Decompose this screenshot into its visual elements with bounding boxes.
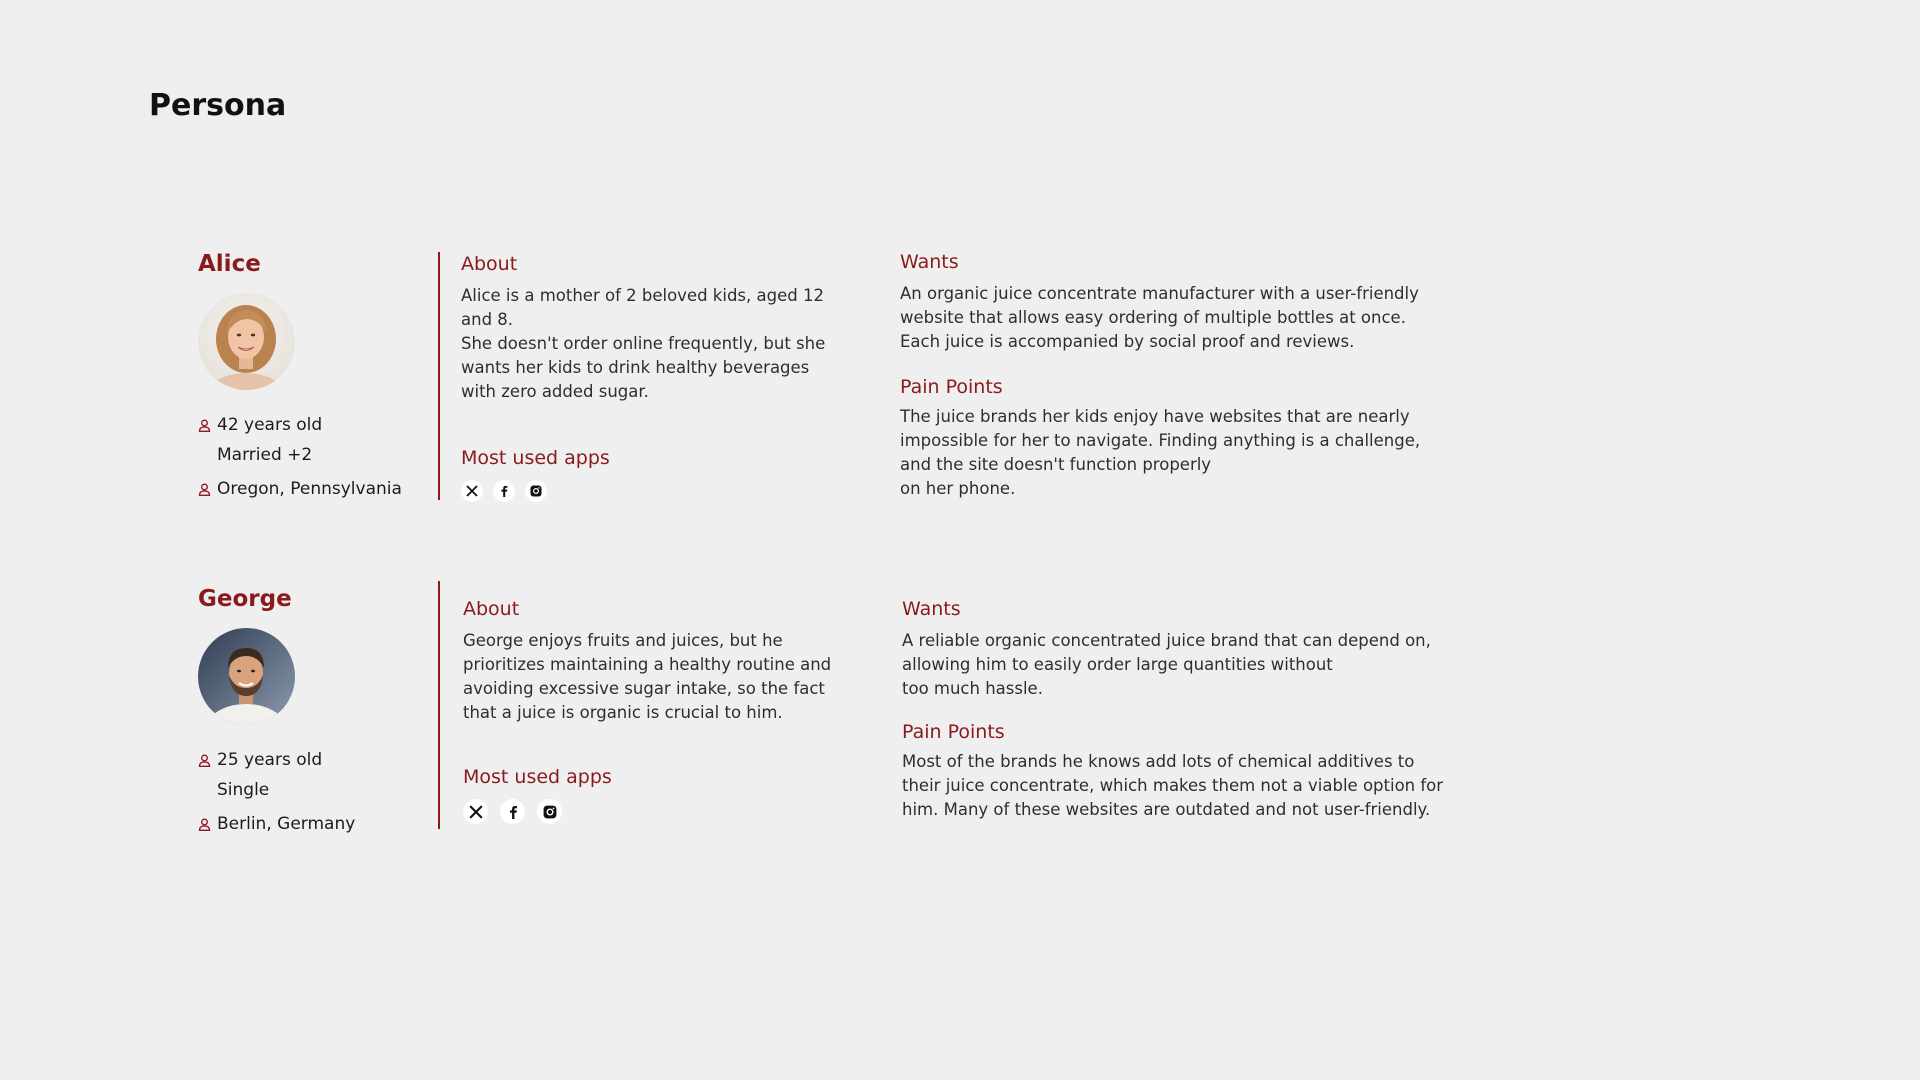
age-text: 25 years old — [217, 750, 323, 770]
pain-text: Most of the brands he knows add lots of chemical additives to their juice concentrate, which makes them not a viable option for him. Many of these websites are outdated and not user-friendly. — [902, 752, 1444, 819]
about-heading: About — [461, 253, 518, 275]
location-icon — [198, 818, 211, 831]
about-text: George enjoys fruits and juices, but he prioritizes maintaining a healthy routine and avoiding excessive sugar intake, so the fact that a juice is organic is crucial to him. — [463, 631, 832, 722]
apps-heading: Most used apps — [463, 766, 612, 788]
wants-heading: Wants — [902, 598, 961, 620]
vertical-divider — [438, 252, 440, 500]
x-icon[interactable] — [461, 480, 483, 502]
location-row — [198, 474, 438, 504]
app-icons — [461, 480, 610, 502]
about-column — [463, 597, 873, 788]
age-row — [198, 745, 438, 775]
persona-name: Alice — [198, 251, 261, 277]
pain-points — [900, 375, 1420, 501]
instagram-icon[interactable] — [537, 799, 562, 824]
age-text: 42 years old — [217, 415, 323, 435]
pain-heading: Pain Points — [900, 376, 1003, 398]
facebook-icon[interactable] — [493, 480, 515, 502]
about-heading: About — [463, 598, 520, 620]
apps-heading: Most used apps — [461, 447, 610, 469]
about-column — [461, 252, 871, 469]
status-row — [198, 440, 438, 470]
person-icon — [198, 754, 211, 767]
app-icons — [463, 799, 612, 824]
pain-points — [902, 720, 1443, 822]
status-row — [198, 775, 438, 805]
location-text: Berlin, Germany — [217, 814, 356, 834]
instagram-icon[interactable] — [525, 480, 547, 502]
status-text: Single — [217, 780, 270, 800]
pain-heading: Pain Points — [902, 721, 1005, 743]
location-row — [198, 809, 438, 839]
status-text: Married +2 — [217, 445, 313, 465]
wants-text: An organic juice concentrate manufacturer with a user-friendly website that allows easy ordering of multiple bottles at once. Each juice is accompanied by social proof and reviews. — [900, 284, 1419, 351]
avatar — [198, 628, 295, 725]
wants-column — [900, 250, 1500, 498]
most-used-apps — [463, 765, 612, 824]
location-icon — [198, 483, 211, 496]
facebook-icon[interactable] — [500, 799, 525, 824]
vertical-divider — [438, 581, 440, 829]
wants-text: A reliable organic concentrated juice brand that can depend on, allowing him to easily order large quantities without too much hassle. — [902, 631, 1431, 698]
persona-name: George — [198, 586, 292, 612]
wants-heading: Wants — [900, 251, 959, 273]
wants-column — [902, 597, 1502, 819]
page-title: Persona — [149, 88, 287, 123]
location-text: Oregon, Pennsylvania — [217, 479, 402, 499]
age-row — [198, 410, 438, 440]
persona-facts — [198, 745, 438, 839]
persona-facts — [198, 410, 438, 504]
x-icon[interactable] — [463, 799, 488, 824]
person-icon — [198, 419, 211, 432]
about-text: Alice is a mother of 2 beloved kids, aged 12 and 8. She doesn't order online frequently, but she wants her kids to drink healthy beverages with zero added sugar. — [461, 286, 826, 401]
pain-text: The juice brands her kids enjoy have websites that are nearly impossible for her to navigate. Finding anything is a challenge, and the site doesn't function properly on her phone. — [900, 407, 1421, 498]
avatar — [198, 293, 295, 390]
most-used-apps — [461, 446, 610, 502]
